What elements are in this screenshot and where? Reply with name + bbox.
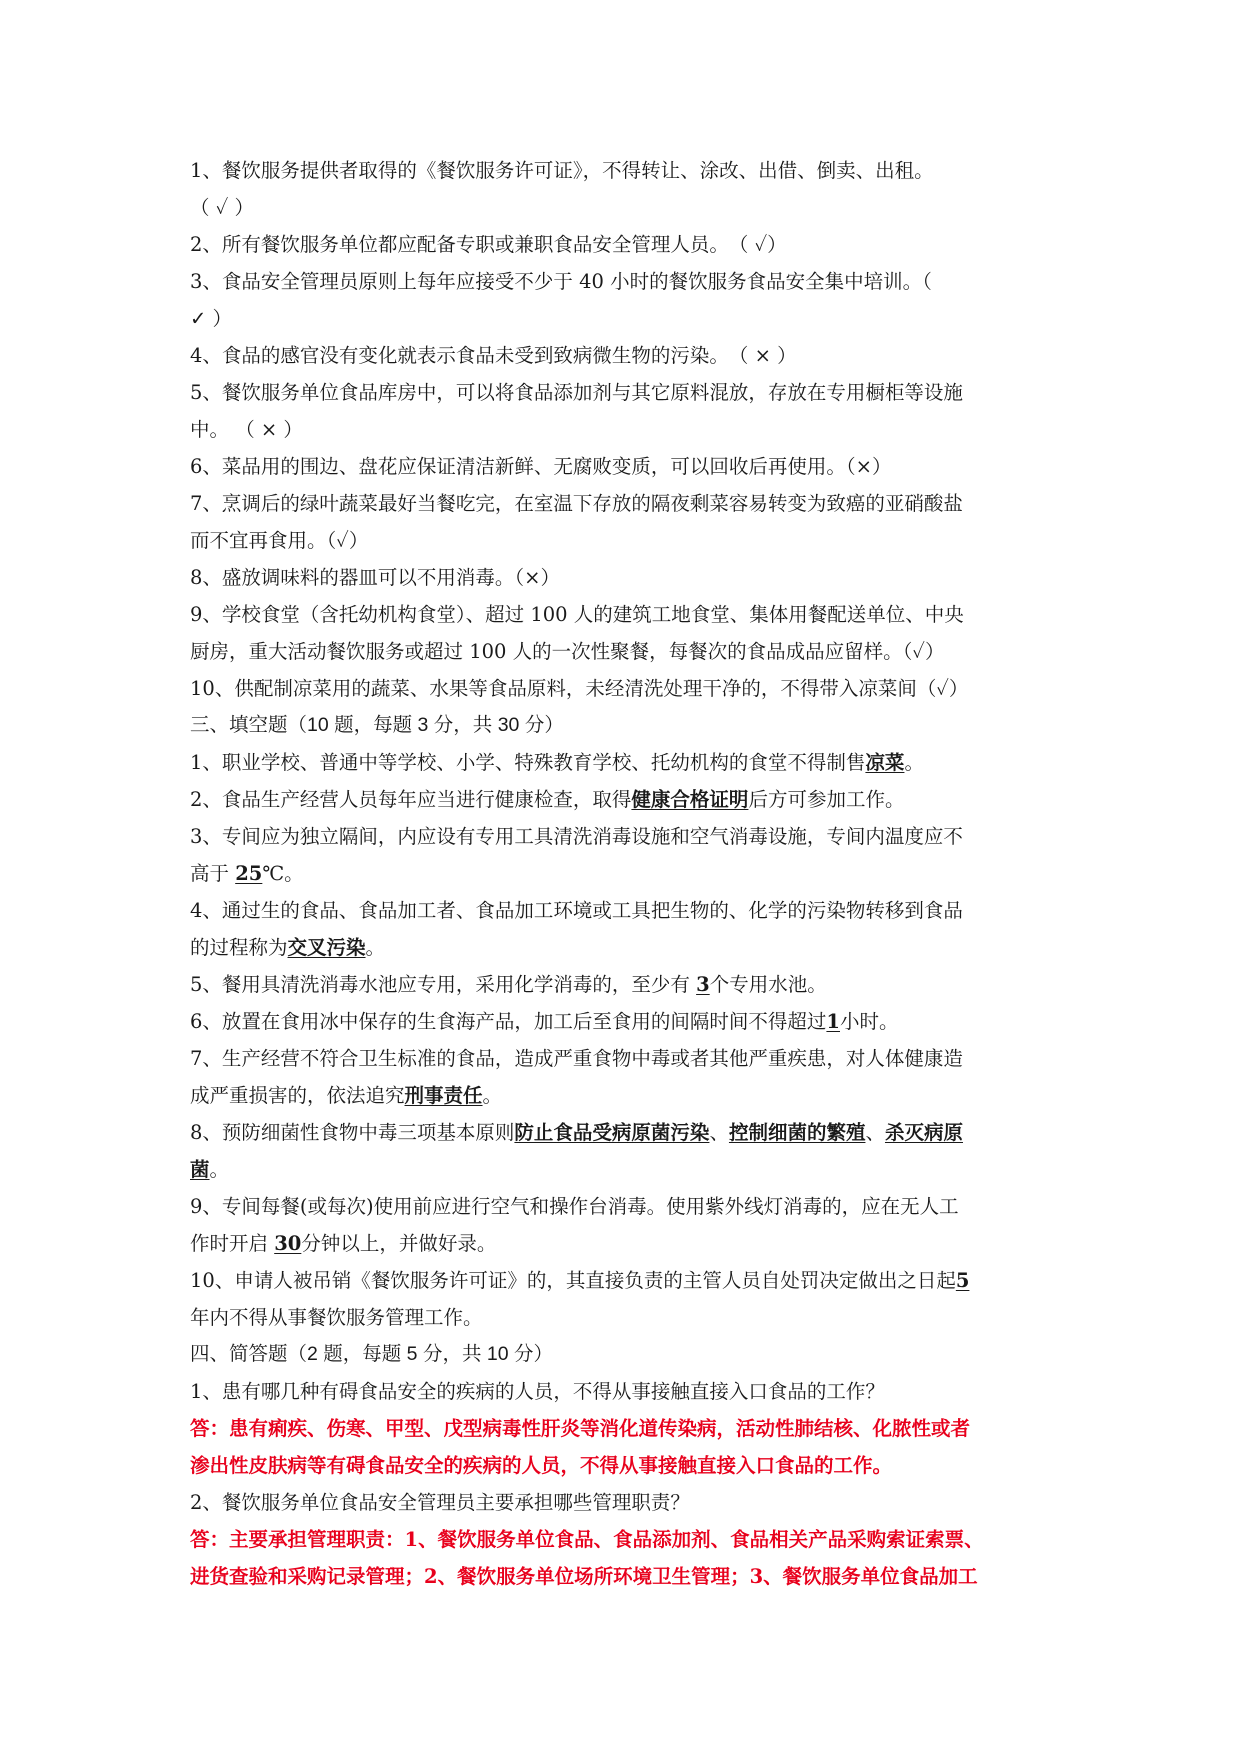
fill-8-answer-3: 杀灭病原 [884, 1121, 963, 1144]
judge-item-5: 5、餐饮服务单位食品库房中，可以将食品添加剂与其它原料混放，存放在专用橱柜等设施 [190, 381, 963, 404]
fill-8-sep-1: 、 [709, 1121, 729, 1144]
fill-item-8-cont [190, 1151, 1050, 1188]
short-answer-2-cont: 进货查验和采购记录管理；2、餐饮服务单位场所环境卫生管理；3、餐饮服务单位食品加工 [190, 1565, 978, 1588]
fill-3-end: ℃。 [262, 862, 304, 885]
fill-8-answer-3-cont: 菌 [190, 1158, 210, 1181]
fill-7-end: 。 [482, 1084, 503, 1107]
fill-item-9-cont [190, 1225, 1050, 1262]
fill-2-text: 2、食品生产经营人员每年应当进行健康检查，取得 [190, 788, 632, 811]
fill-10-text: 10、申请人被吊销《餐饮服务许可证》的，其直接负责的主管人员自处罚决定做出之日起 [190, 1269, 956, 1292]
fill-5-text: 5、餐用具清洗消毒水池应专用，采用化学消毒的，至少有 [190, 973, 697, 996]
fill-9-end: 分钟以上，并做好录。 [301, 1232, 497, 1255]
fill-item-7: 7、生产经营不符合卫生标准的食品，造成严重食物中毒或者其他严重疾患，对人体健康造 [190, 1047, 963, 1070]
fill-8-sep-2: 、 [865, 1121, 885, 1144]
fill-8-answer-1: 防止食品受病原菌污染 [514, 1121, 710, 1144]
fill-1-answer: 凉菜 [865, 751, 905, 774]
fill-7-answer: 刑事责任 [404, 1084, 483, 1107]
fill-item-10-cont: 年内不得从事餐饮服务管理工作。 [190, 1306, 483, 1329]
section-4-heading: 四、简答题（2 题，每题 5 分，共 10 分） [190, 1343, 553, 1365]
fill-1-text: 1、职业学校、普通中等学校、小学、特殊教育学校、托幼机构的食堂不得制售 [190, 751, 866, 774]
fill-10-answer: 5 [955, 1269, 970, 1292]
fill-8-end: 。 [209, 1158, 230, 1181]
fill-2-end: 后方可参加工作。 [748, 788, 905, 811]
fill-item-3: 3、专间应为独立隔间，内应设有专用工具清洗消毒设施和空气消毒设施，专间内温度应不 [190, 825, 963, 848]
fill-item-3-cont [190, 855, 1050, 892]
fill-6-answer: 1 [826, 1010, 840, 1033]
fill-3-text: 高于 [190, 862, 236, 885]
judge-item-1-cont: （ ✓ ） [190, 196, 254, 219]
fill-5-answer: 3 [696, 973, 710, 996]
fill-1-end: 。 [904, 751, 924, 774]
short-question-2: 2、餐饮服务单位食品安全管理员主要承担哪些管理职责？ [190, 1491, 690, 1514]
fill-item-5 [190, 966, 1050, 1003]
judge-item-9-cont: 厨房，重大活动餐饮服务或超过 100 人的一次性聚餐，每餐次的食品成品应留样。（✓） [190, 640, 945, 663]
judge-item-6: 6、菜品用的围边、盘花应保证清洁新鲜、无腐败变质，可以回收后再使用。（×） [190, 455, 892, 478]
fill-item-1 [190, 744, 1050, 781]
judge-item-9: 9、学校食堂（含托幼机构食堂）、超过 100 人的建筑工地食堂、集体用餐配送单位、中央 [190, 603, 964, 626]
short-answer-1: 答：患有痢疾、伤寒、甲型、戊型病毒性肝炎等消化道传染病，活动性肺结核、化脓性或者 [190, 1417, 971, 1440]
short-answer-1-cont: 渗出性皮肤病等有碍食品安全的疾病的人员，不得从事接触直接入口食品的工作。 [190, 1454, 893, 1477]
judge-item-2: 2、所有餐饮服务单位都应配备专职或兼职食品安全管理人员。 （ ✓） [190, 233, 787, 256]
fill-8-answer-2: 控制细菌的繁殖 [728, 1121, 866, 1144]
judge-item-3-cont: ✓ ） [190, 307, 233, 330]
judge-item-3: 3、食品安全管理员原则上每年应接受不少于 40 小时的餐饮服务食品安全集中培训。（ [190, 270, 932, 293]
document-content [190, 152, 1050, 1595]
fill-9-answer: 30 [274, 1232, 302, 1255]
fill-item-4: 4、通过生的食品、食品加工者、食品加工环境或工具把生物的、化学的污染物转移到食品 [190, 899, 963, 922]
judge-item-7-cont: 而不宜再食用。（✓） [190, 529, 369, 552]
judge-item-8: 8、盛放调味料的器皿可以不用消毒。（×） [190, 566, 560, 589]
fill-item-8 [190, 1114, 1050, 1151]
fill-5-end: 个专用水池。 [709, 973, 827, 996]
judge-item-7: 7、烹调后的绿叶蔬菜最好当餐吃完，在室温下存放的隔夜剩菜容易转变为致癌的亚硝酸盐 [190, 492, 963, 515]
fill-9-text: 作时开启 [190, 1232, 275, 1255]
fill-6-end: 小时。 [840, 1010, 899, 1033]
judge-item-5-cont: 中。 （ × ） [190, 418, 303, 441]
fill-3-answer: 25 [235, 862, 263, 885]
fill-6-text: 6、放置在食用冰中保存的生食海产品，加工后至食用的间隔时间不得超过 [190, 1010, 827, 1033]
fill-item-2 [190, 781, 1050, 818]
short-question-1: 1、患有哪几种有碍食品安全的疾病的人员，不得从事接触直接入口食品的工作？ [190, 1380, 885, 1403]
fill-item-4-cont [190, 929, 1050, 966]
fill-4-text: 的过程称为 [190, 936, 288, 959]
short-answer-2: 答：主要承担管理职责：1、餐饮服务单位食品、食品添加剂、食品相关产品采购索证索票、 [190, 1528, 984, 1551]
fill-4-answer: 交叉污染 [287, 936, 366, 959]
section-3-heading: 三、填空题（10 题，每题 3 分，共 30 分） [190, 714, 564, 736]
fill-8-text: 8、预防细菌性食物中毒三项基本原则 [190, 1121, 515, 1144]
fill-4-end: 。 [365, 936, 386, 959]
fill-2-answer: 健康合格证明 [631, 788, 749, 811]
judge-item-1: 1、餐饮服务提供者取得的《餐饮服务许可证》，不得转让、涂改、出借、倒卖、出租。 [190, 159, 934, 182]
fill-7-text: 成严重损害的，依法追究 [190, 1084, 405, 1107]
fill-item-9: 9、专间每餐(或每次)使用前应进行空气和操作台消毒。使用紫外线灯消毒的，应在无人工 [190, 1195, 959, 1218]
fill-item-10 [190, 1262, 1050, 1299]
fill-item-7-cont [190, 1077, 1050, 1114]
judge-item-4: 4、食品的感官没有变化就表示食品未受到致病微生物的污染。 （ × ） [190, 344, 797, 367]
judge-item-10: 10、供配制凉菜用的蔬菜、水果等食品原料，未经清洗处理干净的，不得带入凉菜间（✓） [190, 677, 969, 700]
fill-item-6 [190, 1003, 1050, 1040]
